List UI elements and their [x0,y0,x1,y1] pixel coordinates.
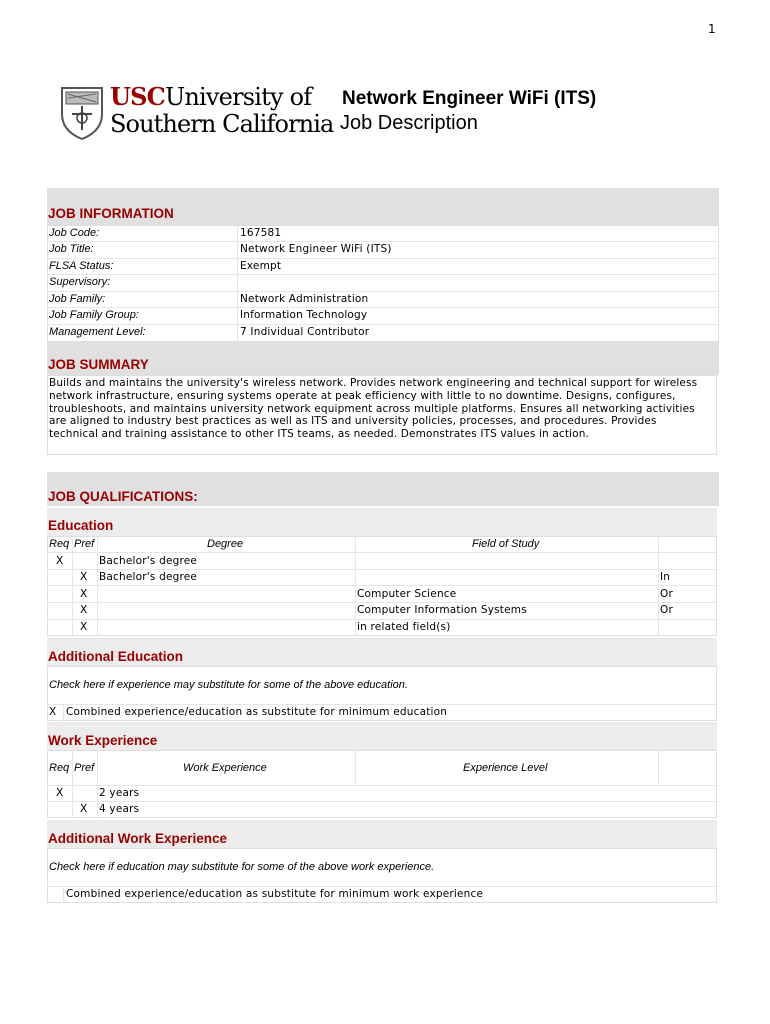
job-qualifications-heading: JOB QUALIFICATIONS: [48,489,198,504]
work-experience-header: Work Experience [183,762,267,774]
row-divider [47,291,717,292]
additional-work-experience-note: Check here if education may substitute for some of the above work experience. [49,861,435,873]
column-divider [658,750,659,785]
row-divider [47,241,717,242]
logo-line1-text: University of [164,83,312,111]
education-req-header: Req [49,538,70,550]
job-code-label: Job Code: [49,227,100,239]
column-divider [97,536,98,636]
page-number: 1 [708,22,716,36]
work-req-mark: X [56,787,64,799]
flsa-status-value: Exempt [240,260,282,272]
education-pref-mark: X [80,621,88,633]
work-req-header: Req [49,762,70,774]
job-summary-text: Builds and maintains the university's wireless network. Provides network engineering and technical support for wireless network infrastructure, ensuring systems operate at peak efficiency with little to no downtime. Designs, configures, troubleshoots, and maintains university network equipment across multiple platforms. Ensures all networking activities are aligned to industry best practices as well as ITS and university policies, processes, and procedures. Provides technical and training assistance to other ITS teams, as needed. Demonstrates ITS values in action. [49,377,698,441]
usc-logo [58,82,334,140]
job-information-heading: JOB INFORMATION [48,206,174,221]
substitute-work-experience-label: Combined experience/education as substitute for minimum work experience [66,888,484,900]
education-heading: Education [48,518,114,533]
education-header-bar [47,508,717,536]
work-experience-table [47,750,717,818]
row-divider [47,258,717,259]
work-experience-heading: Work Experience [48,733,158,748]
row-divider [47,569,717,570]
row-divider [47,704,717,705]
row-divider [47,801,717,802]
row-divider [47,274,717,275]
column-divider [72,536,73,636]
education-conjunction: Or [660,588,673,600]
document-title: Network Engineer WiFi (ITS) [342,88,597,109]
column-divider [355,750,356,785]
additional-education-note: Check here if experience may substitute for some of the above education. [49,679,408,691]
column-divider [72,750,73,818]
row-divider [47,886,717,887]
job-summary-heading: JOB SUMMARY [48,357,149,372]
education-field-header: Field of Study [472,538,540,550]
supervisory-label: Supervisory: [49,276,111,288]
column-divider [355,536,356,636]
additional-work-experience-heading: Additional Work Experience [48,831,228,846]
job-family-label: Job Family: [49,293,106,305]
work-pref-header: Pref [74,762,95,774]
education-field: in related field(s) [357,621,451,633]
job-family-value: Network Administration [240,293,369,305]
column-divider [63,886,64,903]
substitute-education-checkbox[interactable]: X [49,706,57,718]
work-pref-mark: X [80,803,88,815]
column-divider [97,750,98,818]
education-degree: Bachelor's degree [99,571,198,583]
row-divider [47,324,717,325]
document-subtitle: Job Description [340,112,478,134]
job-title-value: Network Engineer WiFi (ITS) [240,243,392,255]
education-conjunction: Or [660,604,673,616]
experience-level-header: Experience Level [463,762,548,774]
work-experience-value: 4 years [99,803,140,815]
education-pref-mark: X [80,588,88,600]
job-title-label: Job Title: [49,243,94,255]
job-family-group-label: Job Family Group: [49,309,139,321]
row-divider [47,585,717,586]
column-divider [658,536,659,636]
row-divider [47,785,717,786]
additional-education-heading: Additional Education [48,649,183,664]
education-pref-mark: X [80,571,88,583]
job-code-value: 167581 [240,227,282,239]
row-divider [47,552,717,553]
flsa-status-label: FLSA Status: [49,260,114,272]
row-divider [47,602,717,603]
row-divider [47,619,717,620]
education-degree-header: Degree [207,538,244,550]
education-conjunction: In [660,571,671,583]
education-field: Computer Information Systems [357,604,527,616]
education-field: Computer Science [357,588,457,600]
logo-usc-text: USC [110,82,165,111]
substitute-education-label: Combined experience/education as substitute for minimum education [66,706,448,718]
column-divider [63,704,64,721]
education-degree: Bachelor's degree [99,555,198,567]
usc-seal-icon [58,84,106,140]
logo-line2-text: Southern California [110,110,334,138]
education-pref-header: Pref [74,538,95,550]
management-level-value: 7 Individual Contributor [240,326,370,338]
job-family-group-value: Information Technology [240,309,368,321]
management-level-label: Management Level: [49,326,146,338]
work-experience-value: 2 years [99,787,140,799]
education-pref-mark: X [80,604,88,616]
education-req-mark: X [56,555,64,567]
row-divider [47,307,717,308]
